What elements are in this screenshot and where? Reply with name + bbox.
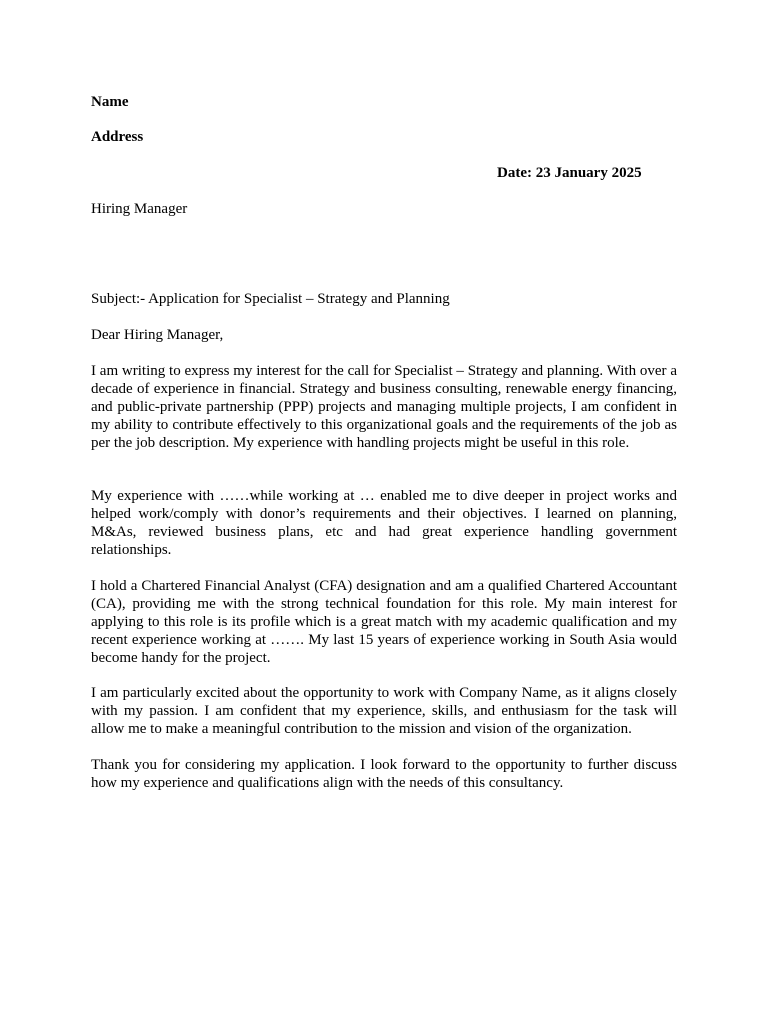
sender-name: Name (91, 94, 129, 110)
body-paragraph-4: I am particularly excited about the opportunity to work with Company Name, as it aligns closely with my passion. I am confident that my experience, skills, and enthusiasm for the task will allow me to make a meaningful contribution to the mission and vision of the organization. (91, 685, 677, 737)
body-paragraph-1: I am writing to express my interest for the call for Specialist – Strategy and planning. With over a decade of experience in financial. Strategy and business consulting, renewable energy financing, and public-private partnership (PPP) projects and managing multiple projects, I am confident in my ability to contribute effectively to this organizational goals and the requirements of the job as per the job description. My experience with handling projects might be useful in this role. (91, 363, 677, 451)
letter-date: Date: 23 January 2025 (497, 165, 642, 181)
subject-line: Subject:- Application for Specialist – Strategy and Planning (91, 291, 450, 307)
sender-address: Address (91, 129, 144, 145)
body-paragraph-5: Thank you for considering my application. I look forward to the opportunity to further discuss how my experience and qualifications align with the needs of this consultancy. (91, 757, 677, 791)
salutation: Dear Hiring Manager, (91, 327, 224, 343)
recipient: Hiring Manager (91, 201, 188, 217)
body-paragraph-3: I hold a Chartered Financial Analyst (CFA) designation and am a qualified Chartered Accountant (CA), providing me with the strong technical foundation for this role. My main interest for applying to this role is its profile which is a great match with my academic qualification and my recent experience working at ……. My last 15 years of experience working in South Asia would become handy for the project. (91, 578, 677, 666)
body-paragraph-2: My experience with ……while working at … enabled me to dive deeper in project works and helped work/comply with donor’s requirements and their objectives. I learned on planning, M&As, reviewed business plans, etc and had great experience handling government relationships. (91, 488, 677, 558)
